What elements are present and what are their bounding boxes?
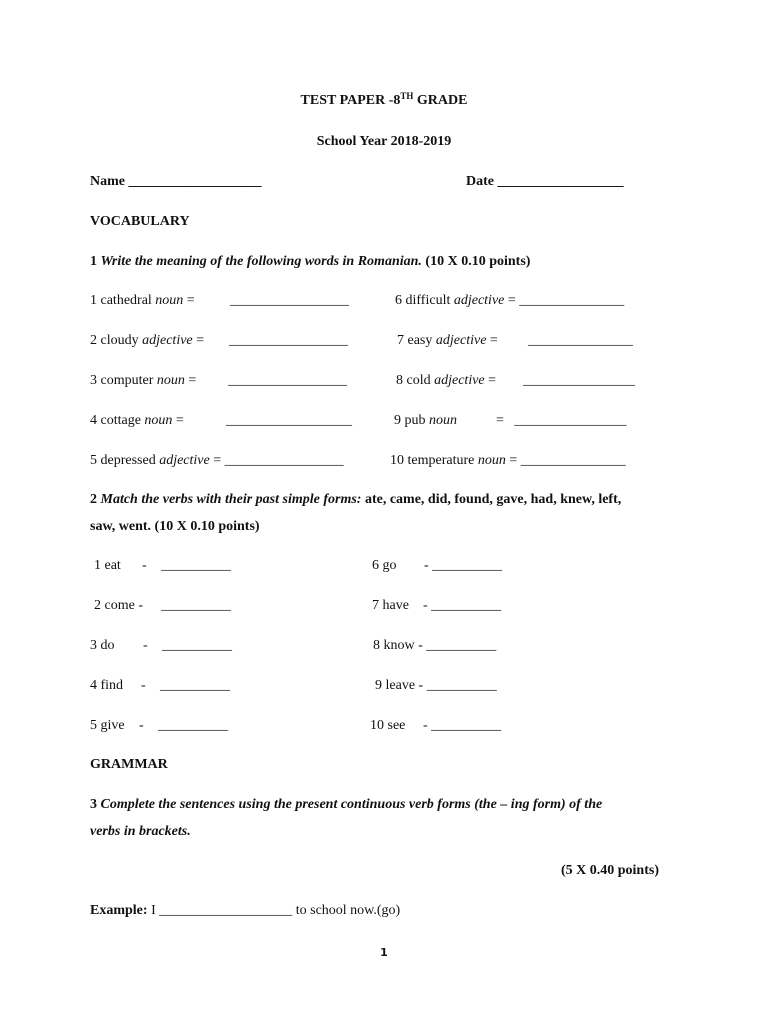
verb-blank-7: - __________ [423, 598, 502, 613]
vocab-blank-2: _________________ [229, 333, 348, 348]
page-title [0, 92, 768, 110]
verb-blank-4: __________ [160, 678, 230, 693]
verb-dash-1: - [142, 558, 147, 573]
verb-item-8: 8 know - __________ [373, 638, 497, 653]
exercise-3-instruction: 3 Complete the sentences using the present continuous verb forms (the – ing form) of the [90, 797, 603, 812]
title-end: GRADE [413, 93, 468, 108]
verb-item-3: 3 do [90, 638, 115, 653]
verb-blank-2: __________ [161, 598, 231, 613]
vocab-item-8: 8 cold adjective = [396, 373, 497, 388]
verb-dash-3: - [143, 638, 148, 653]
vocab-blank-8: ________________ [523, 373, 635, 388]
verb-blank-5: __________ [158, 718, 228, 733]
vocab-blank-4: __________________ [226, 413, 352, 428]
vocab-blank-7: _______________ [528, 333, 633, 348]
verb-item-6: 6 go [372, 558, 397, 573]
exercise-2-instruction: 2 Match the verbs with their past simple forms: ate, came, did, found, gave, had, knew, left, [90, 492, 622, 507]
verb-item-1: 1 eat [94, 558, 121, 573]
vocab-item-4: 4 cottage noun = [90, 413, 184, 428]
verb-item-9: 9 leave - __________ [375, 678, 497, 693]
verb-blank-1: __________ [161, 558, 231, 573]
page-number: 1 [380, 946, 388, 959]
title-text: TEST PAPER -8 [300, 93, 401, 108]
vocab-item-7: 7 easy adjective = [397, 333, 498, 348]
vocab-item-10: 10 temperature noun = _______________ [390, 453, 626, 468]
verb-blank-6: - __________ [424, 558, 503, 573]
verb-item-2: 2 come - [94, 598, 143, 613]
verb-item-10: 10 see [370, 718, 406, 733]
exercise-3-instruction-line2: verbs in brackets. [90, 824, 191, 839]
verb-blank-3: __________ [162, 638, 232, 653]
school-year: School Year 2018-2019 [316, 134, 452, 149]
vocab-item-6: 6 difficult adjective = _______________ [395, 293, 625, 308]
verb-blank-10: - __________ [423, 718, 502, 733]
verb-item-4: 4 find [90, 678, 124, 693]
vocab-blank-1: _________________ [230, 293, 349, 308]
vocab-item-3: 3 computer noun = [90, 373, 197, 388]
verb-dash-4: - [141, 678, 146, 693]
exercise-1-instruction: 1 Write the meaning of the following words in Romanian. (10 X 0.10 points) [90, 254, 531, 269]
name-field: Name ___________________ [90, 174, 262, 189]
example-sentence: Example: I ___________________ to school now.(go) [90, 903, 401, 918]
verb-item-7: 7 have [372, 598, 409, 613]
vocab-item-2: 2 cloudy adjective = [90, 333, 205, 348]
verb-item-5: 5 give [90, 718, 125, 733]
vocab-item-1: 1 cathedral noun = [90, 293, 195, 308]
vocab-item-5: 5 depressed adjective = _________________ [90, 453, 344, 468]
exercise-3-points: (5 X 0.40 points) [560, 863, 659, 878]
vocab-item-9: 9 pub noun [394, 413, 457, 428]
date-field: Date __________________ [466, 174, 624, 189]
verb-dash-5: - [139, 718, 144, 733]
grammar-heading: GRAMMAR [90, 757, 168, 772]
vocab-blank-3: _________________ [228, 373, 347, 388]
vocabulary-heading: VOCABULARY [90, 214, 190, 229]
title-superscript: TH [400, 91, 414, 101]
exercise-2-instruction-line2: saw, went. (10 X 0.10 points) [90, 519, 260, 534]
vocab-blank-9: = ________________ [496, 413, 627, 428]
